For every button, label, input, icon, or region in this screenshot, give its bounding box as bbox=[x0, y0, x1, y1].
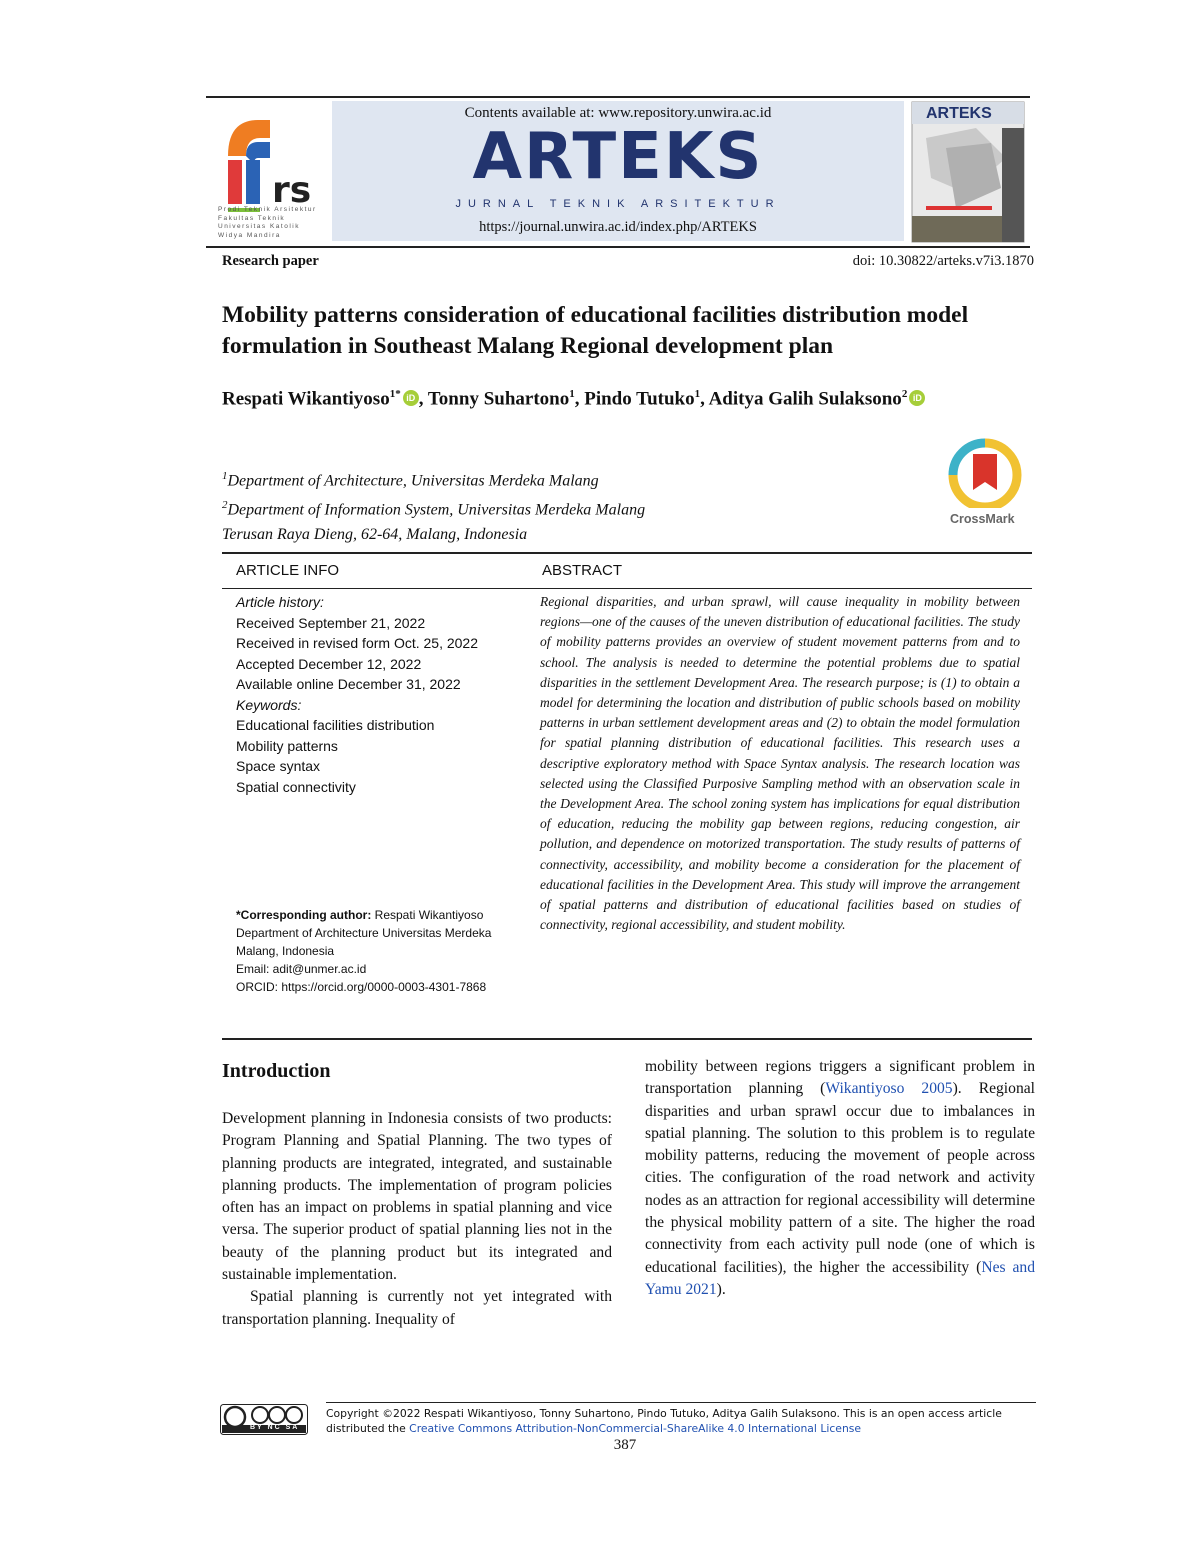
online-date: Available online December 31, 2022 bbox=[236, 676, 461, 692]
keywords-label: Keywords: bbox=[236, 696, 302, 713]
paragraph: Development planning in Indonesia consists of two products: Program Planning and Spatial Planning. The two types of planning products are integrated, integrated, and sustainable planning products. The implementation of program policies often has an impact on problems in spatial planning and vice versa. The superior product of spatial planning lies not in the beauty of the planning product but its integrated and sustainable implementation. bbox=[222, 1110, 612, 1284]
crossmark-badge[interactable] bbox=[940, 438, 1030, 528]
journal-subtitle: JURNAL TEKNIK ARSITEKTUR bbox=[455, 198, 781, 210]
author-name: Aditya Galih Sulaksono bbox=[708, 388, 902, 410]
keyword: Mobility patterns bbox=[236, 737, 338, 754]
article-info-heading: ARTICLE INFO bbox=[236, 562, 340, 579]
corresponding-dept: Department of Architecture Universitas Merdeka Malang, Indonesia bbox=[236, 926, 492, 958]
corresponding-name: Respati Wikantiyoso bbox=[374, 908, 484, 922]
abstract-heading: ABSTRACT bbox=[542, 562, 623, 579]
author-sup: 1 bbox=[569, 388, 575, 400]
crossmark-label: CrossMark bbox=[950, 512, 1015, 526]
affiliation-2: $^2$Department of Information System, Universitas Merdeka Malang bbox=[222, 499, 646, 519]
orcid-icon[interactable]: iD bbox=[403, 390, 419, 406]
orcid-icon[interactable]: iD bbox=[909, 390, 925, 406]
logo-caption-line: Widya Mandira bbox=[218, 231, 281, 239]
author-list: Respati Wikantiyoso$^{1*}$ iD , Tonny Suhartono$^1$, Pindo Tutuko$^1$, Aditya Galih Sulaksono$^2$ iD bbox=[222, 381, 1002, 412]
paragraph: mobility between regions triggers a significant problem in transportation planning (Wikantiyoso 2005). Regional disparities and urban sprawl occur due to imbalances in spatial planning. The solution to this problem is to regulate mobility patterns, reducing the movement of people across cities. The configuration of the road network and activity nodes as an attraction for regional accessibility will determine the physical mobility pattern of a site. The higher the road connectivity from each activity pull node (one of which is educational facilities), the higher the accessibility (Nes and Yamu 2021). bbox=[645, 1058, 1036, 1298]
journal-cover-image bbox=[906, 98, 1030, 246]
license-link[interactable]: Creative Commons Attribution-NonCommercial-ShareAlike 4.0 International License bbox=[409, 1422, 862, 1435]
section-heading: Introduction bbox=[222, 1060, 331, 1082]
keyword: Spatial connectivity bbox=[236, 778, 356, 795]
affiliation-1: $^1$Department of Architecture, Universitas Merdeka Malang bbox=[222, 470, 599, 490]
cc-license-badge[interactable] bbox=[220, 1404, 308, 1435]
paragraph: Spatial planning is currently not yet integrated with transportation planning. Inequality of bbox=[222, 1288, 612, 1328]
author-sup: 1 bbox=[694, 388, 701, 400]
journal-banner bbox=[332, 101, 904, 241]
accepted-date: Accepted December 12, 2022 bbox=[236, 655, 422, 672]
doi[interactable]: doi: 10.30822/arteks.v7i3.1870 bbox=[852, 253, 1034, 269]
table-divider bbox=[222, 588, 1032, 589]
journal-header bbox=[206, 96, 1030, 248]
author-sup: 2 bbox=[901, 388, 908, 400]
cc-badge-text: BY NC SA bbox=[250, 1424, 300, 1431]
corresponding-orcid[interactable]: ORCID: https://orcid.org/0000-0003-4301-7868 bbox=[236, 980, 487, 994]
abstract-text: Regional disparities, and urban sprawl, will cause inequality in mobility between regions—one of the causes of the uneven distribution of educational facilities. The study of mobility patterns provides an overview of student movement patterns from and to school. The analysis is needed to determine the potential problems due to spatial disparities in the settlement Development Area. The research purpose; is (1) to obtain a model for determining the location and distribution of public schools based on mobility patterns in urban settlement development areas and (2) to obtain the model formulation for spatial planning distribution of educational facilities. This research uses a descriptive exploratory method with Space Syntax analysis. The research location was selected using the Classified Purposive Sampling method with an observation scale in the Development Area. The school zoning system has implications for equal distribution of education, reducing the mobility gap between regions, reducing congestion, air pollution, and dependence on motorized transportation. The study results of patterns of connectivity, accessibility, and mobility become a consideration for the placement of educational facilities in the Development Area. This study will improve the arrangement of spatial patterns and distribution of educational facilities based on studies of connectivity, regional accessibility, and student mobility. bbox=[540, 594, 1020, 933]
keyword: Educational facilities distribution bbox=[236, 717, 435, 733]
author-name: Pindo Tutuko bbox=[584, 388, 695, 410]
journal-url[interactable]: https://journal.unwira.ac.id/index.php/ARTEKS bbox=[479, 219, 757, 235]
journal-name: ARTEKS bbox=[472, 120, 764, 194]
paper-title: Mobility patterns consideration of educational facilities distribution model formulation in Southeast Malang Regional development plan bbox=[222, 302, 969, 359]
received-date: Received September 21, 2022 bbox=[236, 614, 426, 631]
article-info-table bbox=[222, 552, 1032, 1040]
logo-caption-line: Universitas Katolik bbox=[218, 223, 300, 230]
citation-link[interactable]: Nes and Yamu 2021 bbox=[645, 1258, 1036, 1298]
copyright-notice: Copyright ©2022 Respati Wikantiyoso, Tonny Suhartono, Pindo Tutuko, Aditya Galih Sulaksono. This is an open access article distributed the Creative Commons Attribution-NonCommercial-ShareAlike 4.0 International License bbox=[326, 1407, 1002, 1435]
body-column-right bbox=[645, 1056, 1035, 1301]
article-info-column bbox=[236, 592, 526, 797]
page-number: 387 bbox=[613, 1437, 637, 1453]
footer-rule bbox=[326, 1402, 1036, 1403]
affiliation-address: Terusan Raya Dieng, 62-64, Malang, Indonesia bbox=[222, 525, 528, 543]
cover-title: ARTEKS bbox=[926, 105, 992, 122]
affiliations bbox=[222, 464, 645, 547]
author-name: Respati Wikantiyoso bbox=[222, 388, 390, 410]
corresponding-email[interactable]: Email: adit@unmer.ac.id bbox=[236, 962, 367, 976]
author-sup: 1* bbox=[389, 388, 401, 400]
logo-mark: rs bbox=[272, 170, 312, 211]
crossmark-icon bbox=[940, 438, 1030, 508]
paper-type: Research paper bbox=[222, 253, 319, 269]
revised-date: Received in revised form Oct. 25, 2022 bbox=[236, 635, 479, 651]
history-label: Article history: bbox=[236, 594, 324, 610]
contents-available: Contents available at: www.repository.unwira.ac.id bbox=[464, 105, 772, 121]
citation-link[interactable]: Wikantiyoso 2005 bbox=[825, 1080, 953, 1098]
body-column-left bbox=[222, 1108, 612, 1331]
author-name: Tonny Suhartono bbox=[427, 388, 570, 410]
logo-caption bbox=[218, 206, 317, 240]
corresponding-label: *Corresponding author: bbox=[236, 908, 372, 922]
keyword: Space syntax bbox=[236, 758, 321, 774]
department-logo bbox=[206, 98, 330, 246]
logo-caption-line: Fakultas Teknik bbox=[218, 214, 286, 222]
logo-caption-line: Prodi Teknik Arsitektur bbox=[218, 206, 317, 213]
corresponding-author bbox=[236, 906, 521, 996]
